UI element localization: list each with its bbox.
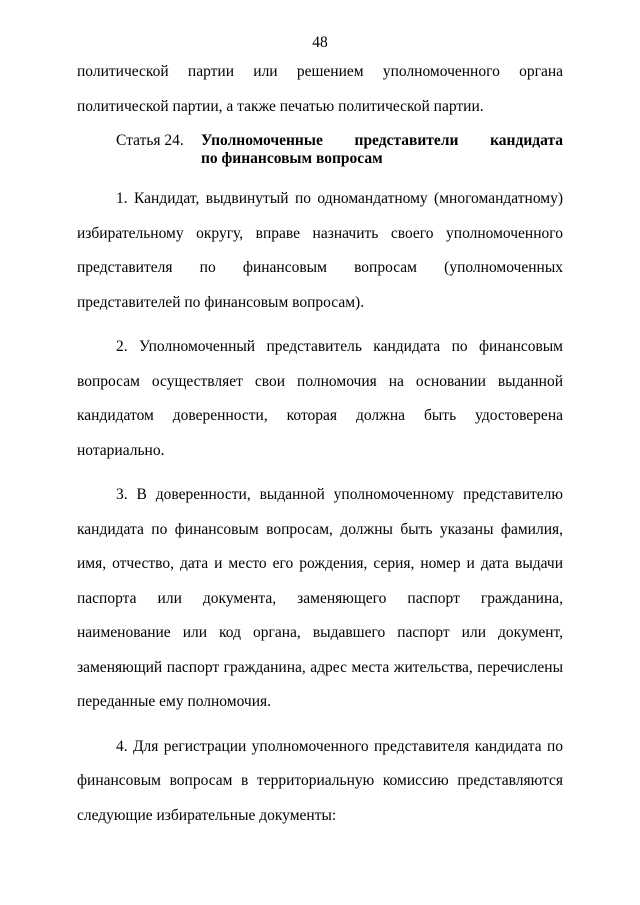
article-heading [77,132,563,168]
article-title [201,132,563,168]
page-number: 48 [312,34,328,51]
article-title-line-1: Уполномоченные представители кандидата [201,132,563,149]
paragraph-4: 4. Для регистрации уполномоченного представителя кандидата по финансовым вопросам в территориальную комиссию представляются следующие избирательные документы: [77,737,563,824]
article-title-line-2: по финансовым вопросам [201,150,383,167]
intro-line-1: политической партии или решением уполномоченного органа [77,63,563,80]
article-label: Статья 24. [116,132,184,149]
page-content [77,55,563,833]
paragraph-1: 1. Кандидат, выдвинутый по одномандатному (многомандатному) избирательному округу, вправе назначить своего уполномоченного представителя по финансовым вопросам (уполномоченных представителей по финансовым вопросам). [77,190,563,311]
intro-paragraph [77,55,563,124]
intro-line-2: политической партии, а также печатью политической партии. [77,97,484,115]
paragraph-2: 2. Уполномоченный представитель кандидата по финансовым вопросам осуществляет свои полномочия на основании выданной кандидатом доверенности, которая должна быть удостоверена нотариально. [77,338,563,459]
paragraph-3: 3. В доверенности, выданной уполномоченному представителю кандидата по финансовым вопросам, должны быть указаны фамилия, имя, отчество, дата и место его рождения, серия, номер и дата выдачи паспорта или документа, заменяющего паспорт гражданина, наименование или код органа, выдавшего паспорт или документ, заменяющий паспорт гражданина, адрес места жительства, перечислены переданные ему полномочия. [77,486,563,710]
